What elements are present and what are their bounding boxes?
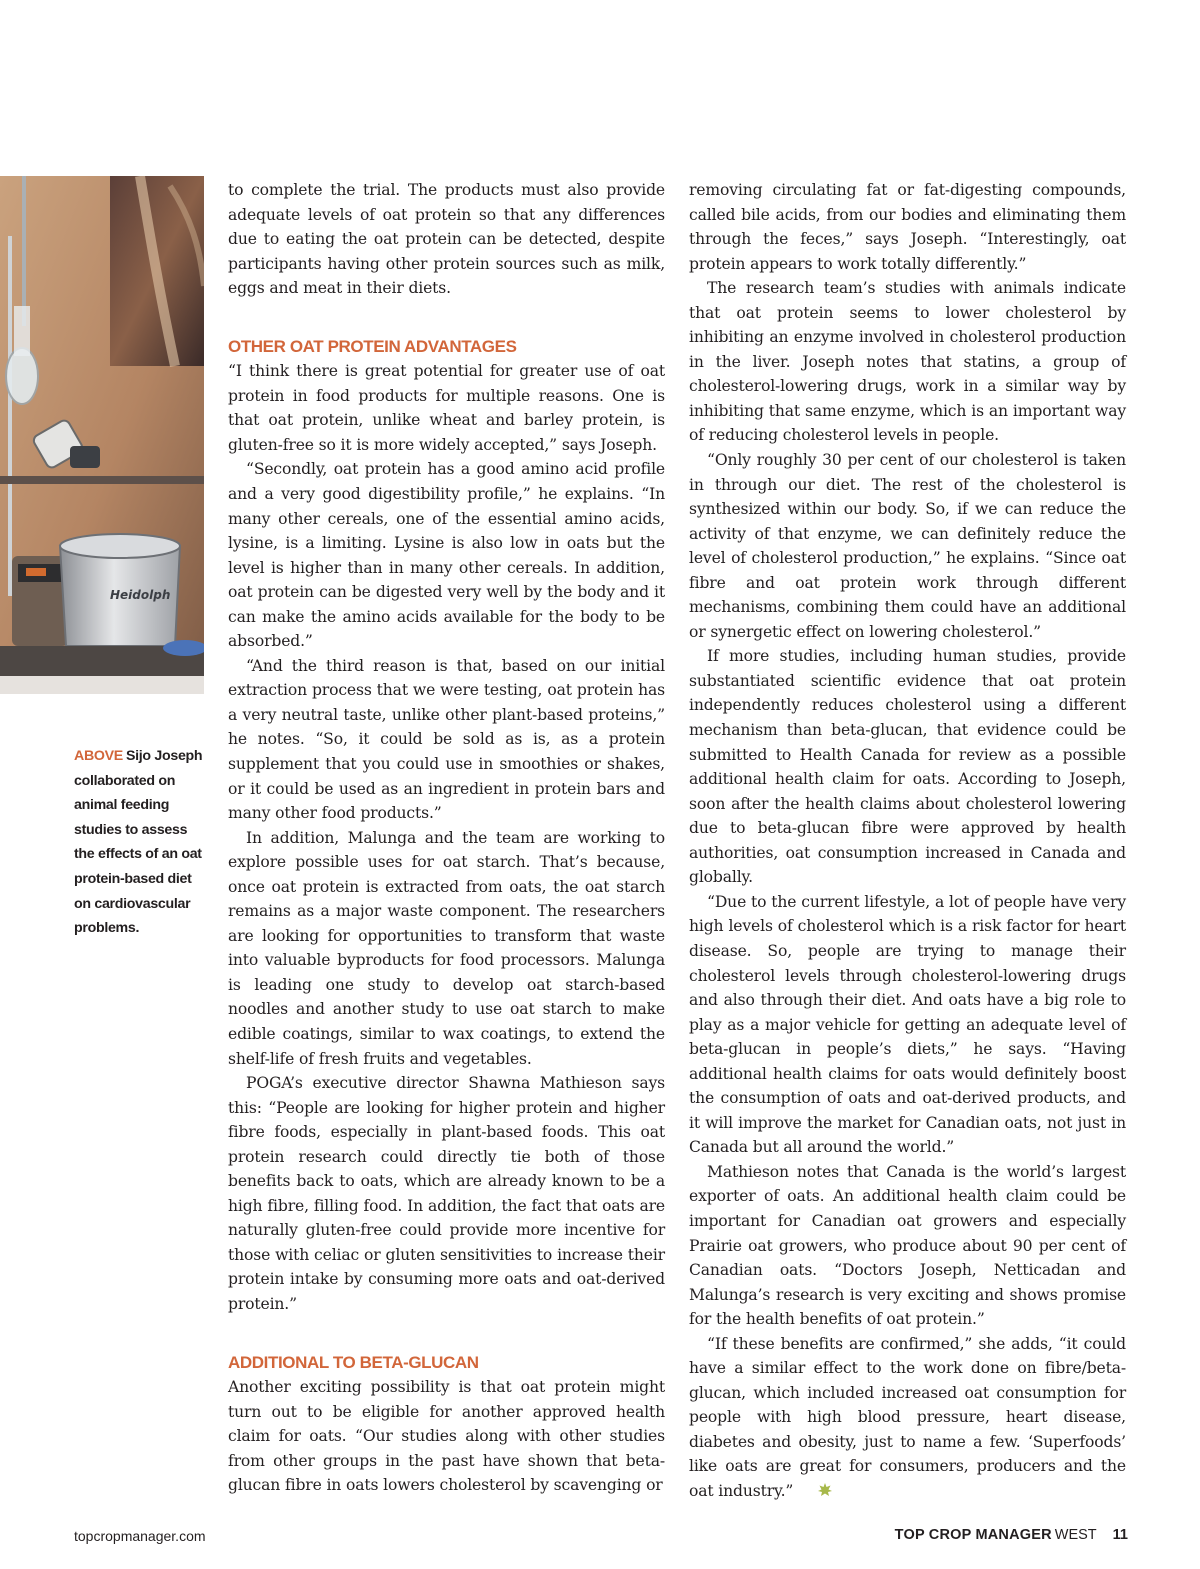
page-number: 11 xyxy=(1112,1527,1128,1543)
photo-caption xyxy=(74,744,208,941)
paragraph: removing circulating fat or fat-digesting compounds, called bile acids, from our bodies and eliminating them through the feces,” says Joseph. “Interestingly, oat protein appears to work totally differently.” xyxy=(689,181,1126,273)
paragraph: “Due to the current lifestyle, a lot of people have very high levels of cholesterol which is a risk factor for heart disease. So, people are trying to manage their cholesterol levels through cholesterol-lowering drugs and also through their diet. And oats have a big role to play as a major vehicle for getting an adequate level of beta-glucan in people’s diets,” he says. “Having additional health claims for oats would definitely boost the consumption of oats and oat-derived products, and it will improve the market for Canadian oats, not just in Canada but all around the world.” xyxy=(689,892,1126,1157)
paragraph-final xyxy=(689,1332,1126,1506)
paragraph: “And the third reason is that, based on our initial extraction process that we were testing, oat protein has a very neutral taste, unlike other plant-based proteins,” he notes. “So, it could be sold as is, as a protein supplement that you could use in smoothies or shakes, or it could be used as an ingredient in protein bars and many other food products.” xyxy=(228,656,665,823)
caption-text: Sijo Joseph collaborated on animal feeding studies to assess the effects of an oat protein-based diet on cardiovascular problems. xyxy=(74,748,203,937)
footer-website: topcropmanager.com xyxy=(74,1528,206,1544)
leaf-end-mark-icon xyxy=(799,1481,833,1506)
section-heading-additional-to-beta-glucan: ADDITIONAL TO BETA-GLUCAN xyxy=(228,1352,479,1372)
article-column-2 xyxy=(689,178,1126,1506)
paragraph: Mathieson notes that Canada is the world’s largest exporter of oats. An additional health claim could be important for Canadian oat growers and especially Prairie oat growers, who produce about 90 per cent of Canadian oats. “Doctors Joseph, Netticadan and Malunga’s research is very exciting and shows promise for the health benefits of oat protein.” xyxy=(689,1162,1126,1329)
article-column-1 xyxy=(228,178,665,1498)
section-heading-other-oat-protein-advantages: OTHER OAT PROTEIN ADVANTAGES xyxy=(228,336,517,356)
final-paragraph-text: “If these benefits are confirmed,” she adds, “it could have a similar effect to the work done on fibre/beta-glucan, which included increased oat consumption for people with high blood pressure, heart disease, diabetes and obesity, just to name a few. ‘Superfoods’ like oats are great for consumers, producers and the oat industry.” xyxy=(689,1334,1126,1500)
paragraph: In addition, Malunga and the team are working to explore possible uses for oat starch. That’s because, once oat protein is extracted from oats, the oat starch remains as a major waste component. The researchers are looking for opportunities to transform that waste into valuable byproducts for food processors. Malunga is leading one study to develop oat starch-based noodles and another study to use oat starch to make edible coatings, similar to wax coatings, to extend the shelf-life of fresh fruits and vegetables. xyxy=(228,828,665,1068)
heidolph-brand-label: Heidolph xyxy=(110,588,171,602)
footer-brand: TOP CROP MANAGER xyxy=(894,1527,1052,1543)
article-photo xyxy=(0,176,204,694)
paragraph: “I think there is great potential for greater use of oat protein in food products for multiple reasons. One is that oat protein, unlike wheat and barley protein, is gluten-free so it is more widely accepted,” says Joseph. xyxy=(228,362,665,454)
paragraph: The research team’s studies with animals indicate that oat protein seems to lower cholesterol by inhibiting an enzyme involved in cholesterol production in the liver. Joseph notes that statins, a group of cholesterol-lowering drugs, work in a similar way by inhibiting that same enzyme, which is an important way of reducing cholesterol levels in people. xyxy=(689,279,1126,445)
caption-lead: ABOVE xyxy=(74,748,123,764)
footer-region: WEST xyxy=(1054,1527,1097,1543)
paragraph: POGA’s executive director Shawna Mathieson says this: “People are looking for higher protein and higher fibre foods, especially in plant-based foods. This oat protein research could directly tie both of those benefits back to oats, which are already known to be a high fibre, filling food. In addition, the fact that oats are naturally gluten-free could provide more incentive for those with celiac or gluten sensitivities to increase their protein intake by consuming more oats and oat-derived protein.” xyxy=(228,1074,665,1314)
footer-masthead xyxy=(895,1527,1128,1543)
paragraph: to complete the trial. The products must also provide adequate levels of oat protein so that any differences due to eating the oat protein can be detected, despite participants having other protein sources such as milk, eggs and meat in their diets. xyxy=(228,181,665,298)
paragraph: Another exciting possibility is that oat protein might turn out to be eligible for another approved health claim for oats. “Our studies along with other studies from other groups in the past have shown that beta-glucan fibre in oats lowers cholesterol by scavenging or xyxy=(228,1378,665,1495)
paragraph: “Secondly, oat protein has a good amino acid profile and a very good digestibility profile,” he explains. “In many other cereals, one of the essential amino acids, lysine, is a limiting. Lysine is also low in oats but the level is higher than in many other cereals. In addition, oat protein can be digested very well by the body and it can make the amino acids available for the body to be absorbed.” xyxy=(228,460,665,651)
paragraph: If more studies, including human studies, provide substantiated scientific evidence that oat protein independently reduces cholesterol using a different mechanism than beta-glucan, that evidence could be submitted to Health Canada for review as a possible additional health claim for oats. According to Joseph, soon after the health claims about cholesterol lowering due to beta-glucan fibre were approved by health authorities, oat consumption increased in Canada and globally. xyxy=(689,647,1126,887)
paragraph: “Only roughly 30 per cent of our cholesterol is taken in through our diet. The rest of the cholesterol is synthesized within our body. So, if we can reduce the activity of that enzyme, we can definitely reduce the level of cholesterol production,” he explains. “Since oat fibre and oat protein work through different mechanisms, combining them could have an additional or synergetic effect on lowering cholesterol.” xyxy=(689,451,1126,641)
